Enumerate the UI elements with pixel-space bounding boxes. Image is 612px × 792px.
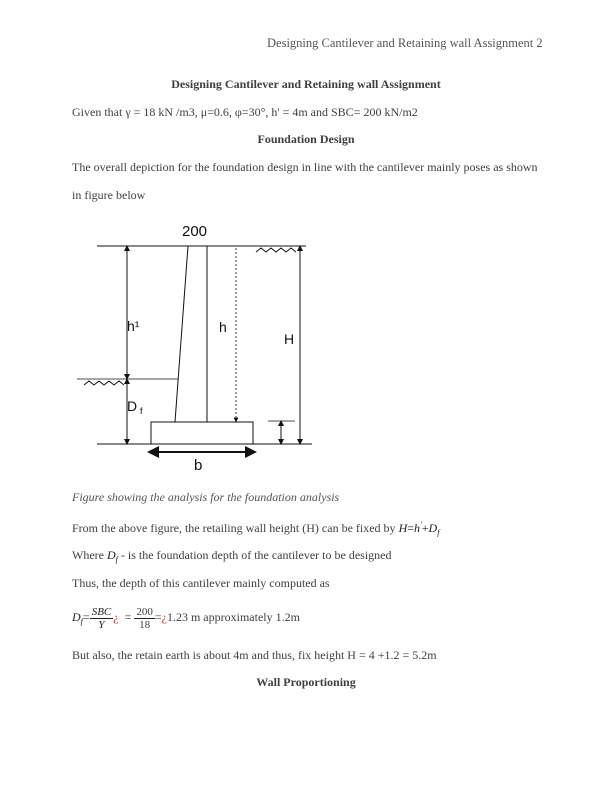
- where-text: Where: [72, 548, 104, 562]
- formula-result: 1.23 m approximately 1.2m: [166, 610, 300, 624]
- soil-hatch-top: [256, 248, 296, 252]
- label-D: D: [127, 398, 138, 414]
- section-heading-foundation: Foundation Design: [257, 132, 355, 146]
- paragraph-wall-height: [72, 518, 439, 540]
- intro-paragraph-line1: The overall depiction for the foundation design in line with the cantilever mainly poses as shown: [72, 160, 538, 174]
- label-D-subscript: f: [140, 406, 143, 416]
- formula-Df-calculation: $D_f=$ $\frac{\text{SBC}}{Y}$ ¿ = $\frac{200}{18}$ =¿1.23 m approximately 1.2m: [72, 605, 300, 631]
- document-title: Designing Cantilever and Retaining wall Assignment: [171, 77, 441, 91]
- where-description: - is the foundation depth of the cantilever to be designed: [120, 548, 392, 562]
- foundation-diagram: [60, 215, 330, 480]
- label-h: h: [219, 319, 227, 335]
- symbol-Df: $D_f$: [106, 548, 118, 564]
- running-header: Designing Cantilever and Retaining wall Assignment 2: [267, 36, 543, 50]
- paragraph-wall-height-text: From the above figure, the retailing wall height (H) can be fixed by: [72, 521, 396, 535]
- intro-paragraph-line2: in figure below: [72, 188, 146, 202]
- stem-front-face: [175, 246, 188, 422]
- footing: [151, 422, 253, 444]
- given-values: Given that γ = 18 kN /m3, μ=0.6, φ=30°, h' = 4m and SBC= 200 kN/m2: [72, 105, 418, 119]
- paragraph-thus: Thus, the depth of this cantilever mainly computed as: [72, 576, 330, 590]
- figure-caption: Figure showing the analysis for the foundation analysis: [72, 490, 340, 504]
- paragraph-where: [72, 548, 391, 567]
- label-200: 200: [182, 223, 208, 240]
- label-b: b: [194, 457, 203, 474]
- formula-H: $H=h'+D_f$: [398, 520, 440, 537]
- soil-hatch-left: [84, 381, 124, 385]
- label-H: H: [284, 331, 295, 347]
- section-heading-wall: Wall Proportioning: [256, 675, 356, 689]
- label-h1: h¹: [127, 318, 140, 334]
- paragraph-retained-earth: But also, the retain earth is about 4m and thus, fix height H = 4 +1.2 = 5.2m: [72, 648, 437, 662]
